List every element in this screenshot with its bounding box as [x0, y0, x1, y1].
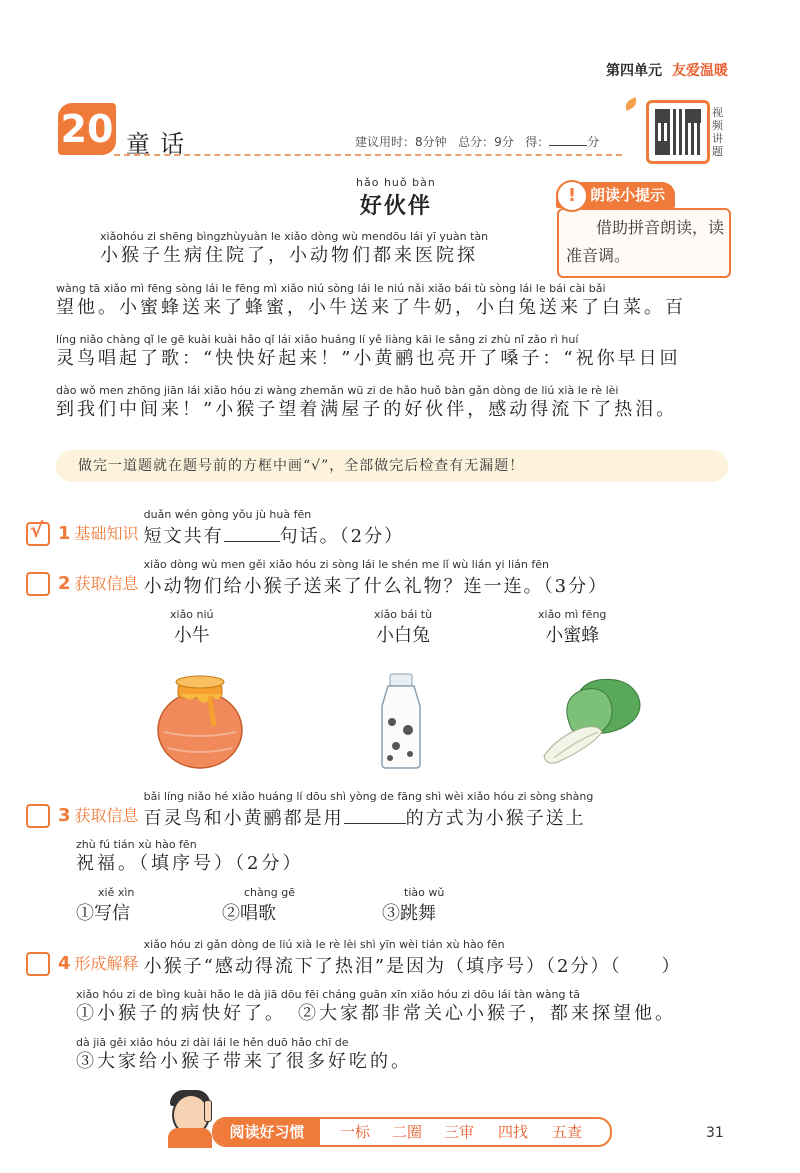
reading-title-text: 好伙伴 [359, 193, 432, 219]
option-text: ①写信 [76, 903, 130, 924]
question-text-before: 百灵鸟和小黄鹂都是用 [143, 808, 344, 829]
header-divider [114, 154, 622, 156]
question-4-checkbox[interactable] [26, 952, 50, 976]
option[interactable] [222, 886, 295, 925]
animal-pinyin: xiǎo mì fēng [538, 608, 607, 621]
question-pinyin: xiǎo dòng wù men gěi xiǎo hóu zi sòng lái le shén me lǐ wù lián yi lián fēn [143, 558, 549, 571]
reading-title [356, 176, 436, 220]
animal-label[interactable] [374, 608, 432, 647]
question-tag: 形成解释 [74, 953, 139, 973]
question-3-line2 [76, 838, 303, 876]
honey-jar-icon[interactable] [150, 670, 250, 770]
habit-item: 一标 [340, 1123, 371, 1141]
question-text-after: 句话。（2分） [279, 526, 405, 547]
question-tag: 获取信息 [74, 805, 139, 825]
answer-blank[interactable] [224, 541, 280, 542]
instruction-banner: 做完一道题就在题号前的方框中画“√”，全部做完后检查有无漏题！ [56, 450, 728, 482]
question-number: 4 [58, 952, 71, 974]
reading-title-pinyin: hǎo huǒ bàn [356, 176, 436, 189]
question-1 [26, 508, 404, 548]
question-number: 1 [58, 522, 71, 544]
score-blank[interactable] [549, 145, 587, 146]
option-pinyin: tiào wǔ [404, 886, 445, 899]
question-tag: 获取信息 [74, 573, 139, 593]
unit-subtitle: 友爱温暖 [672, 63, 728, 79]
animal-label[interactable] [170, 608, 214, 647]
passage-pinyin: wàng tā xiǎo mì fēng sòng lái le fēng mì xiǎo niú sòng lái le niú nǎi xiǎo bái tù sòng lái le bái cài bǎi [56, 282, 606, 295]
exclamation-icon: ! [556, 180, 588, 212]
question-text: 祝福。（填序号）（2分） [76, 853, 304, 874]
passage-text: 到我们中间来！”小猴子望着满屋子的好伙伴，感动得流下了热泪。 [56, 399, 678, 420]
leaf-icon [623, 97, 639, 111]
option-text: ③跳舞 [382, 903, 436, 924]
animal-pinyin: xiǎo niú [170, 608, 214, 621]
question-text: 小猴子“感动得流下了热泪”是因为（填序号）（2分）（ ） [143, 956, 682, 977]
option-pinyin: xiǎo hóu zi de bìng kuài hǎo le dà jiā dōu fēi cháng guān xīn xiǎo hóu zi dōu lái tàn wàng tā [76, 988, 580, 1001]
habit-item: 四找 [498, 1123, 529, 1141]
question-3 [26, 790, 593, 830]
question-2-checkbox[interactable] [26, 572, 50, 596]
lesson-title: 童话 [126, 130, 194, 158]
option[interactable] [76, 1036, 412, 1074]
passage-line [56, 333, 681, 371]
meta-got-label: 得： [525, 135, 550, 149]
question-number: 2 [58, 572, 71, 594]
passage-text: 望他。小蜜蜂送来了蜂蜜，小牛送来了牛奶，小白兔送来了白菜。百 [56, 297, 686, 318]
animal-label[interactable] [538, 608, 606, 647]
passage-line [56, 384, 677, 422]
option-pinyin: xiě xìn [98, 886, 135, 899]
passage-text: 小猴子生病住院了，小动物们都来医院探 [100, 245, 478, 266]
tip-text: 借助拼音朗读，读准音调。 [566, 218, 725, 265]
option-pinyin: chàng gē [244, 886, 295, 899]
answer-blank[interactable] [344, 823, 406, 824]
milk-bottle-icon[interactable] [376, 670, 426, 770]
question-2 [26, 558, 608, 598]
cabbage-icon[interactable] [538, 676, 648, 766]
option-text: ①小猴子的病快好了。 ②大家都非常关心小猴子，都来探望他。 [76, 1003, 676, 1024]
unit-header [606, 60, 728, 80]
habit-item: 三审 [444, 1123, 475, 1141]
unit-label: 第四单元 [606, 63, 662, 79]
question-4 [26, 938, 682, 978]
question-1-checkbox[interactable] [26, 518, 50, 546]
option-text: ②唱歌 [222, 903, 276, 924]
lesson-number: 20 [58, 103, 116, 155]
question-3-checkbox[interactable] [26, 804, 50, 828]
option-pinyin: dà jiā gěi xiǎo hóu zi dài lái le hěn duō hǎo chī de [76, 1036, 349, 1049]
question-number: 3 [58, 804, 71, 826]
meta-time: 建议用时：8分钟 [355, 135, 447, 149]
meta-got-unit: 分 [587, 135, 600, 149]
animal-text: 小牛 [173, 625, 210, 646]
kid-body [168, 1128, 212, 1148]
habit-item: 二圈 [392, 1123, 423, 1141]
passage-pinyin: dào wǒ men zhōng jiān lái xiǎo hóu zi wàng zhemǎn wū zi de hǎo huǒ bàn gǎn dòng de liú xià le rè lèi [56, 384, 619, 397]
option[interactable] [382, 886, 444, 925]
question-text: 小动物们给小猴子送来了什么礼物？连一连。（3分） [143, 576, 609, 597]
reading-habit-title: 阅读好习惯 [214, 1119, 320, 1145]
question-pinyin: duǎn wén gòng yǒu jù huà fēn [143, 508, 312, 521]
question-text-after: 的方式为小猴子送上 [405, 808, 586, 829]
question-tag: 基础知识 [74, 523, 139, 543]
option-text: ③大家给小猴子带来了很多好吃的。 [76, 1051, 412, 1072]
lesson-meta [355, 133, 599, 150]
tip-title: 朗读小提示 [556, 182, 675, 208]
question-pinyin: bǎi líng niǎo hé xiǎo huáng lí dōu shì yòng de fāng shì wèi xiǎo hóu zi sòng shàng [143, 790, 594, 803]
page-number: 31 [706, 1125, 724, 1141]
animal-pinyin: xiǎo bái tù [374, 608, 433, 621]
option[interactable] [76, 886, 134, 925]
kid-arm [204, 1100, 212, 1122]
option[interactable] [76, 988, 676, 1026]
question-pinyin: zhù fú tián xù hào fēn [76, 838, 197, 851]
passage-pinyin: líng niǎo chàng qǐ le gē kuài kuài hǎo qǐ lái xiǎo huáng lí yě liàng kāi le sǎng zi zhù nǐ zǎo rì huí [56, 333, 579, 346]
passage-line [56, 282, 686, 320]
meta-score: 总分：9分 [458, 135, 514, 149]
question-text-before: 短文共有 [143, 526, 224, 547]
animal-text: 小蜜蜂 [545, 625, 600, 646]
check-icon: √ [30, 518, 44, 542]
passage-pinyin: xiǎohóu zi shēng bìngzhùyuàn le xiǎo dòng wù mendōu lái yī yuàn tàn [100, 230, 489, 243]
passage-text: 灵鸟唱起了歌：“快快好起来！”小黄鹂也亮开了嗓子：“祝你早日回 [56, 348, 681, 369]
qr-label: 视频讲题 [712, 106, 723, 158]
passage-line [100, 230, 488, 268]
animal-text: 小白兔 [376, 625, 431, 646]
qr-code-icon[interactable] [646, 100, 710, 164]
question-pinyin: xiǎo hóu zi gǎn dòng de liú xià le rè lèi shì yīn wèi tián xù hào fēn [143, 938, 505, 951]
habit-item: 五查 [552, 1123, 583, 1141]
